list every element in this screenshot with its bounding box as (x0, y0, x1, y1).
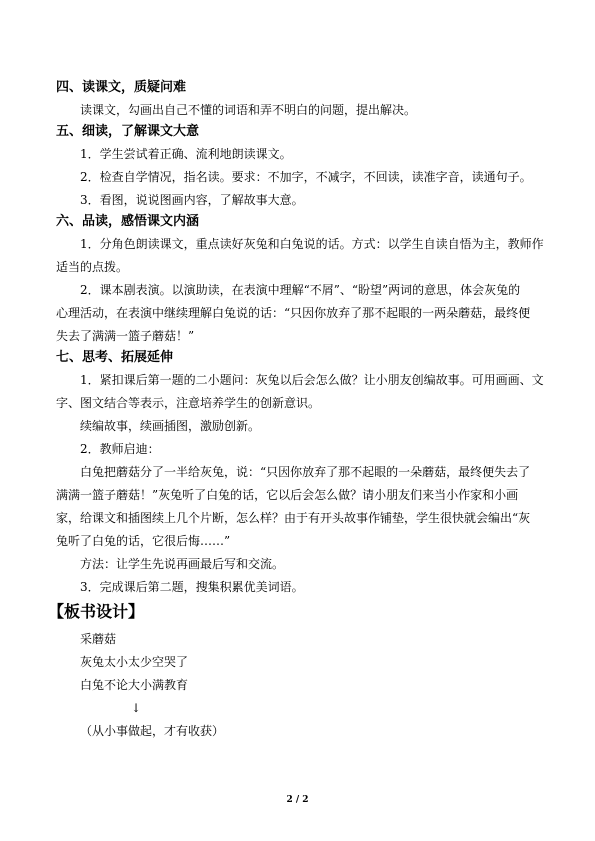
paragraph: 方法：让学生先说再画最后写和交流。 (80, 557, 285, 571)
board-line: 白兔不论大小满教育 (80, 678, 189, 692)
board-line: 灰兔太小太少空哭了 (80, 655, 189, 669)
list-item: 1．紧扣课后第一题的二小题问：灰兔以后会怎么做？让小朋友创编故事。可用画画、文 (80, 373, 544, 387)
list-item: 2．教师启迪： (80, 442, 160, 456)
section-heading-5: 五、细读，了解课文大意 (56, 124, 200, 139)
paragraph: 续编故事，续画插图，激励创新。 (80, 419, 261, 433)
list-item-continuation: 心理活动，在表演中继续理解白兔说的话：“只因你放弃了那不起眼的一两朵蘑菇，最终便 (56, 306, 531, 320)
board-line: （从小事做起，才有收获） (80, 724, 225, 738)
board-design-heading: 【板书设计】 (48, 602, 145, 621)
list-item: 3．完成课后第二题，搜集积累优美词语。 (80, 580, 304, 594)
board-line: 采蘑菇 (80, 632, 117, 646)
section-heading-4: 四、读课文，质疑问难 (56, 80, 187, 95)
page-number: 2 / 2 (286, 795, 309, 805)
list-item-continuation: 失去了满满一篮子蘑菇！” (56, 329, 195, 343)
paragraph-continuation: 家，给课文和插图续上几个片断，怎么样？由于有开头故事作铺垫，学生很快就会编出“灰 (56, 511, 531, 525)
paragraph-continuation: 满满一篮子蘑菇！”灰兔听了白兔的话，它以后会怎么做？请小朋友们来当小作家和小画 (56, 488, 519, 502)
paragraph-continuation: 兔听了白兔的话，它很后悔……” (56, 534, 231, 548)
paragraph: 白兔把蘑菇分了一半给灰兔，说：“只因你放弃了那不起眼的一朵蘑菇，最终便失去了 (80, 465, 531, 479)
list-item-continuation: 字、图文结合等表示，注意培养学生的创新意识。 (56, 396, 321, 410)
section-heading-6: 六、品读，感悟课文内涵 (56, 214, 200, 229)
section-heading-7: 七、思考、拓展延伸 (56, 350, 174, 365)
list-item-continuation: 适当的点拨。 (56, 260, 129, 274)
paragraph: 读课文，勾画出自己不懂的词语和弄不明白的问题，提出解决。 (80, 103, 417, 117)
list-item: 1．学生尝试着正确、流利地朗读课文。 (80, 147, 292, 161)
list-item: 2．检查自学情况，指名读。要求：不加字，不减字，不回读，读准字音，读通句子。 (80, 170, 532, 184)
down-arrow-icon: ↓ (131, 701, 142, 715)
list-item: 3．看图，说说图画内容，了解故事大意。 (80, 193, 304, 207)
list-item: 1．分角色朗读课文，重点读好灰兔和白兔说的话。方式：以学生自读自悟为主，教师作 (80, 237, 544, 251)
list-item: 2．课本剧表演。以演助读，在表演中理解“不屑”、“盼望”两词的意思，体会灰兔的 (80, 283, 521, 297)
